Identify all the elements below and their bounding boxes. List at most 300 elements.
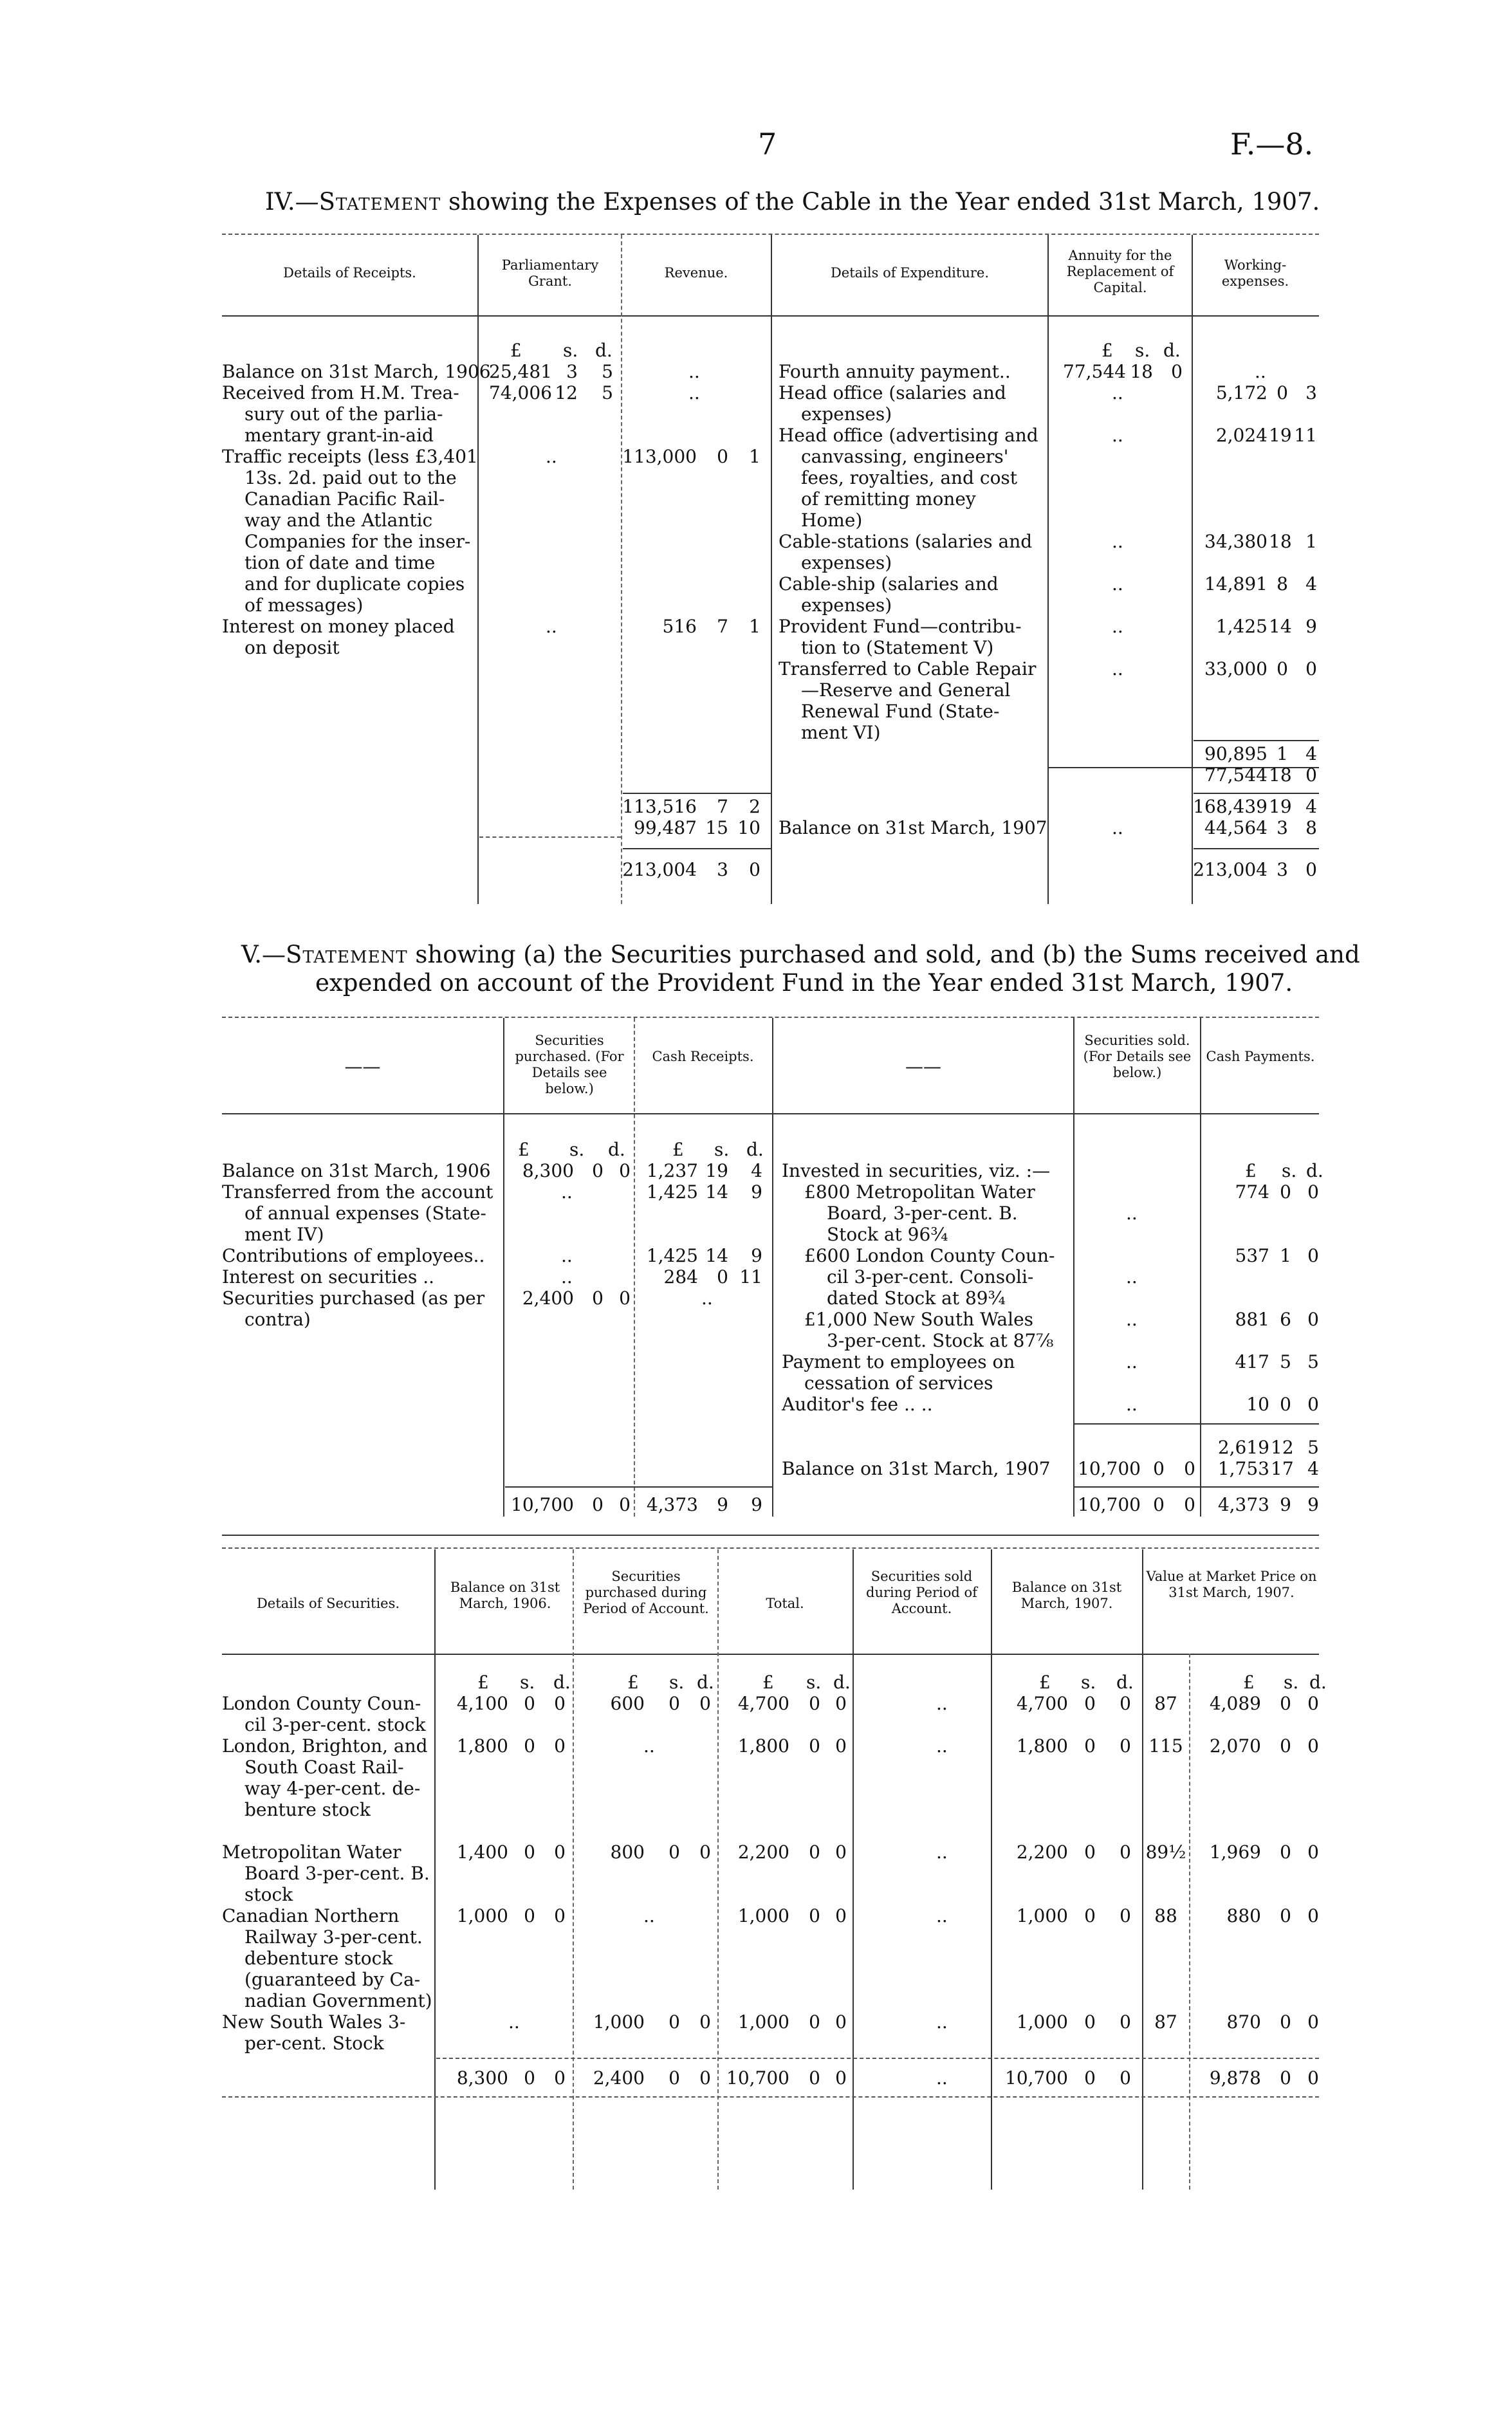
working-grand-total-pence: 0	[1305, 859, 1317, 880]
purch-dots: ..	[643, 1735, 655, 1757]
bal1907-pence: 0	[1120, 1735, 1131, 1757]
value-shillings: 0	[1280, 2011, 1291, 2033]
payment-shillings: 5	[1280, 1351, 1291, 1372]
header-dash-left: ——	[344, 1056, 381, 1077]
annuity-dots: ..	[1112, 817, 1123, 838]
purch-pence: 0	[699, 1841, 711, 1863]
working-pounds: 33,000	[1204, 658, 1268, 679]
security-name-line: nadian Government)	[244, 1990, 432, 2011]
purch-total-pounds: 2,400	[593, 2067, 645, 2089]
sold-total-pounds: 10,700	[1078, 1494, 1141, 1515]
header-working-expenses: Working-expenses.	[1221, 257, 1289, 289]
receipts-total-shillings: 9	[717, 1494, 728, 1515]
header-cash-payments: Cash Payments.	[1206, 1049, 1315, 1064]
bal1907-pence: 0	[1120, 2011, 1131, 2033]
working-total-pounds: 168,439	[1193, 796, 1268, 817]
sold-dots: ..	[936, 1841, 948, 1863]
revenue-balance-pence: 10	[737, 817, 761, 838]
bal1907-pound-header: £	[1039, 1672, 1051, 1693]
revenue-shillings: 7	[717, 616, 728, 637]
cash-receipt-pence: 4	[751, 1160, 762, 1181]
total-pence: 0	[835, 2011, 847, 2033]
bal1907-total-pounds: 10,700	[1005, 2067, 1068, 2089]
bal1906-total-pounds: 8,300	[456, 2067, 508, 2089]
annuity-shillings: 18	[1130, 361, 1153, 382]
revenue-total-pounds: 113,516	[622, 796, 697, 817]
bal1907-pence: 0	[1120, 1905, 1131, 1926]
header-details-of-securities: Details of Securities.	[256, 1596, 400, 1611]
annuity-shilling-header: s.	[1135, 340, 1150, 361]
purchased-shillings: 0	[592, 1288, 604, 1309]
bal1906-pence: 0	[554, 1905, 566, 1926]
working-grand-total-shillings: 3	[1277, 859, 1288, 880]
payments-pence-header: d.	[1306, 1160, 1323, 1181]
purch-pounds: 1,000	[593, 2011, 645, 2033]
bal1906-total-pence: 0	[554, 2067, 566, 2089]
expenditure-line: Payment to employees on	[782, 1351, 1015, 1372]
grant-pence: 5	[602, 361, 613, 382]
expenditure-line: Invested in securities, viz. :—	[782, 1160, 1051, 1181]
sold-dots: ..	[936, 2011, 948, 2033]
value-total-pence: 0	[1307, 2067, 1319, 2089]
expenditure-line: Stock at 96¾	[827, 1224, 948, 1245]
payment-pence: 0	[1307, 1394, 1319, 1415]
purch-pounds: 600	[610, 1693, 645, 1714]
header-details-of-receipts: Details of Receipts.	[283, 265, 416, 281]
security-name-line: Canadian Northern	[222, 1905, 400, 1926]
value-pence-header: d.	[1309, 1672, 1327, 1693]
expenditure-line: —Reserve and General	[801, 679, 1011, 701]
total-pounds: 1,000	[737, 2011, 789, 2033]
purch-pence-header: d.	[697, 1672, 714, 1693]
grant-pence: 5	[602, 382, 613, 403]
payment-subtotal-pence: 5	[1307, 1437, 1319, 1458]
total-shillings: 0	[809, 1693, 820, 1714]
bal1907-shilling-header: s.	[1081, 1672, 1096, 1693]
bal1907-shillings: 0	[1084, 2011, 1096, 2033]
cash-receipt-shillings: 14	[705, 1181, 728, 1203]
header-details-of-expenditure: Details of Expenditure.	[830, 265, 990, 281]
purch-shillings: 0	[668, 2011, 680, 2033]
revenue-balance-pounds: 99,487	[634, 817, 697, 838]
receipt-line: of messages)	[244, 595, 364, 616]
security-name-line: cil 3-per-cent. stock	[244, 1714, 426, 1735]
grant-dots: ..	[546, 446, 557, 467]
revenue-shillings: 0	[717, 446, 728, 467]
value-pence: 0	[1307, 1735, 1319, 1757]
working-shillings: 0	[1277, 382, 1288, 403]
bal1907-shillings: 0	[1084, 1693, 1096, 1714]
market-price: 87	[1154, 2011, 1177, 2033]
cash-receipt-pounds: 1,237	[646, 1160, 698, 1181]
working-pence: 9	[1305, 616, 1317, 637]
payment-pounds: 10	[1246, 1394, 1269, 1415]
revenue-grand-total-pounds: 213,004	[622, 859, 697, 880]
grant-pounds: 25,481	[489, 361, 552, 382]
security-name-line: debenture stock	[244, 1948, 393, 1969]
expenditure-line: Fourth annuity payment..	[779, 361, 1011, 382]
revenue-pounds: 516	[662, 616, 697, 637]
grand-total-shillings: 0	[809, 2067, 820, 2089]
value-shillings: 0	[1280, 1905, 1291, 1926]
purch-total-pence: 0	[699, 2067, 711, 2089]
header-total: Total.	[766, 1596, 804, 1611]
purch-total-shillings: 0	[668, 2067, 680, 2089]
payment-pence: 0	[1307, 1181, 1319, 1203]
purchased-total-shillings: 0	[592, 1494, 604, 1515]
annuity-dots: ..	[1112, 616, 1123, 637]
total-shillings: 0	[809, 1735, 820, 1757]
receipt-line: and for duplicate copies	[244, 573, 465, 595]
purch-shillings: 0	[668, 1841, 680, 1863]
value-pence: 0	[1307, 1693, 1319, 1714]
statement-v-title-line2: expended on account of the Provident Fund in the Year ended 31st March, 1907.	[315, 969, 1293, 997]
annuity-dots: ..	[1112, 531, 1123, 552]
working-pence: 0	[1305, 658, 1317, 679]
receipt-line: Balance on 31st March, 1906	[222, 1160, 491, 1181]
total-shillings: 0	[809, 1841, 820, 1863]
header-annuity: Annuity for the Replacement of Capital.	[1066, 248, 1174, 295]
receipts-total-pounds: 4,373	[646, 1494, 698, 1515]
header-dash-right: ——	[905, 1056, 941, 1077]
revenue-pounds: 113,000	[622, 446, 697, 467]
bal1906-pence-header: d.	[553, 1672, 571, 1693]
working-shillings: 0	[1277, 658, 1288, 679]
payment-pence: 5	[1307, 1351, 1319, 1372]
revenue-dots: ..	[688, 382, 700, 403]
cash-receipt-pounds: 1,425	[646, 1181, 698, 1203]
expenditure-line: canvassing, engineers'	[801, 446, 1009, 467]
bal1906-pound-header: £	[477, 1672, 489, 1693]
purchased-pence: 0	[619, 1288, 631, 1309]
cash-receipt-shillings: 0	[717, 1266, 728, 1288]
working-pence: 1	[1305, 531, 1317, 552]
bal1906-pounds: 1,800	[456, 1735, 508, 1757]
bal1907-pence: 0	[1120, 1693, 1131, 1714]
payment-balance-pounds: 1,753	[1217, 1458, 1269, 1479]
payment-pounds: 537	[1235, 1245, 1269, 1266]
value-pence: 0	[1307, 1905, 1319, 1926]
receipts-pence-header: d.	[746, 1139, 764, 1160]
receipt-line: way and the Atlantic	[244, 510, 433, 531]
security-name-line: New South Wales 3-	[222, 2011, 406, 2033]
value-pounds: 1,969	[1209, 1841, 1261, 1863]
cash-receipt-shillings: 14	[705, 1245, 728, 1266]
revenue-grand-total-shillings: 3	[717, 859, 728, 880]
payments-total-pence: 9	[1307, 1494, 1319, 1515]
receipt-line: Received from H.M. Trea-	[222, 382, 459, 403]
expenditure-line: Cable-stations (salaries and	[779, 531, 1033, 552]
security-name-line: Railway 3-per-cent.	[244, 1926, 423, 1948]
sold-dots: ..	[1126, 1266, 1138, 1288]
security-name-line: stock	[244, 1884, 293, 1905]
working-pence: 3	[1305, 382, 1317, 403]
value-total-pounds: 9,878	[1209, 2067, 1261, 2089]
working-annuity-pence: 0	[1305, 764, 1317, 786]
sold-balance-shillings: 0	[1153, 1458, 1165, 1479]
bal1906-pence: 0	[554, 1693, 566, 1714]
bal1907-pounds: 1,000	[1016, 2011, 1068, 2033]
purchased-dots: ..	[561, 1181, 573, 1203]
bal1906-pounds: 4,100	[456, 1693, 508, 1714]
annuity-pence: 0	[1171, 361, 1183, 382]
market-price: 89½	[1145, 1841, 1186, 1863]
total-pence: 0	[835, 1693, 847, 1714]
expenditure-line: ment VI)	[801, 722, 881, 743]
payment-subtotal-shillings: 12	[1271, 1437, 1294, 1458]
working-annuity-shillings: 18	[1269, 764, 1292, 786]
receipt-line: 13s. 2d. paid out to the	[244, 467, 457, 488]
expenditure-line: Head office (advertising and	[779, 425, 1038, 446]
expenditure-line: £600 London County Coun-	[804, 1245, 1055, 1266]
header-balance-1907: Balance on 31st March, 1907.	[1011, 1580, 1122, 1611]
expenditure-line: tion to (Statement V)	[801, 637, 994, 658]
payment-pounds: 881	[1235, 1309, 1269, 1330]
grant-pence-header: d.	[595, 340, 613, 361]
annuity-pence-header: d.	[1163, 340, 1181, 361]
expenditure-line: £800 Metropolitan Water	[804, 1181, 1035, 1203]
expenditure-line: fees, royalties, and cost	[801, 467, 1018, 488]
grant-pounds: 74,006	[489, 382, 552, 403]
receipt-line: Interest on securities ..	[222, 1266, 435, 1288]
annuity-pounds: 77,544	[1063, 361, 1126, 382]
page-number: 7	[758, 127, 777, 162]
revenue-total-shillings: 7	[717, 796, 728, 817]
payment-pence: 0	[1307, 1309, 1319, 1330]
bal1907-total-pence: 0	[1120, 2067, 1131, 2089]
payment-pence: 0	[1307, 1245, 1319, 1266]
receipt-line: on deposit	[244, 637, 340, 658]
expenditure-line: £1,000 New South Wales	[804, 1309, 1034, 1330]
value-pence: 0	[1307, 1841, 1319, 1863]
expenditure-line: Transferred to Cable Repair	[779, 658, 1037, 679]
expenditure-line: expenses)	[801, 595, 892, 616]
expenditure-line: Head office (salaries and	[779, 382, 1006, 403]
expenditure-line: 3-per-cent. Stock at 87⅞	[827, 1330, 1054, 1351]
market-price: 87	[1154, 1693, 1177, 1714]
receipt-line: Balance on 31st March, 1906	[222, 361, 491, 382]
expenditure-line: dated Stock at 89¾	[827, 1288, 1006, 1309]
header-securities-sold-period: Securities sold during Period of Account.	[866, 1569, 977, 1616]
value-pounds: 870	[1226, 2011, 1261, 2033]
working-shillings: 19	[1269, 425, 1292, 446]
bal1906-shillings: 0	[524, 1841, 535, 1863]
value-shillings: 0	[1280, 1693, 1291, 1714]
grant-dots: ..	[546, 616, 557, 637]
cash-receipt-pence: 11	[739, 1266, 762, 1288]
bal1906-pounds: 1,400	[456, 1841, 508, 1863]
purchased-dots: ..	[561, 1266, 573, 1288]
cash-receipt-shillings: 19	[705, 1160, 728, 1181]
expenditure-line: Home)	[801, 510, 863, 531]
receipts-total-pence: 9	[751, 1494, 762, 1515]
statement-iv-title: IV.—Statement showing the Expenses of the Cable in the Year ended 31st March, 1907.	[265, 188, 1320, 216]
annuity-dots: ..	[1112, 382, 1123, 403]
cash-receipt-pounds: 284	[663, 1266, 698, 1288]
working-shillings: 18	[1269, 531, 1292, 552]
security-name-line: Board 3-per-cent. B.	[244, 1863, 430, 1884]
working-pounds: 2,024	[1215, 425, 1268, 446]
receipt-line: of annual expenses (State-	[244, 1203, 486, 1224]
bal1906-pence: 0	[554, 1735, 566, 1757]
security-name-line: way 4-per-cent. de-	[244, 1778, 421, 1799]
header-market-value: Value at Market Price on 31st March, 1907.	[1146, 1569, 1317, 1600]
grand-total-pounds: 10,700	[726, 2067, 789, 2089]
total-pence-header: d.	[833, 1672, 851, 1693]
total-pounds: 2,200	[737, 1841, 789, 1863]
value-shilling-header: s.	[1284, 1672, 1299, 1693]
working-pence: 11	[1294, 425, 1317, 446]
market-price: 88	[1154, 1905, 1177, 1926]
receipt-line: Securities purchased (as per	[222, 1288, 485, 1309]
bal1907-pence: 0	[1120, 1841, 1131, 1863]
receipt-line: Canadian Pacific Rail-	[244, 488, 445, 510]
working-pounds: 5,172	[1215, 382, 1268, 403]
security-name-line: per-cent. Stock	[244, 2033, 384, 2054]
bal1907-pounds: 4,700	[1016, 1693, 1068, 1714]
sold-balance-pounds: 10,700	[1078, 1458, 1141, 1479]
working-pounds: 34,380	[1204, 531, 1268, 552]
value-shillings: 0	[1280, 1735, 1291, 1757]
annuity-dots: ..	[1112, 658, 1123, 679]
security-name-line: (guaranteed by Ca-	[244, 1969, 421, 1990]
purchased-pence: 0	[619, 1160, 631, 1181]
value-pound-header: £	[1243, 1672, 1255, 1693]
expenditure-line: expenses)	[801, 552, 892, 573]
working-shillings: 14	[1269, 616, 1292, 637]
payment-shillings: 0	[1280, 1394, 1291, 1415]
working-total-shillings: 19	[1269, 796, 1292, 817]
revenue-pence: 1	[749, 446, 761, 467]
purchased-shillings: 0	[592, 1160, 604, 1181]
working-annuity-pounds: 77,544	[1204, 764, 1268, 786]
bal1907-shillings: 0	[1084, 1905, 1096, 1926]
working-subtotal-pounds: 90,895	[1204, 743, 1268, 764]
bal1906-shilling-header: s.	[520, 1672, 535, 1693]
header-balance-1906: Balance on 31st March, 1906.	[450, 1580, 560, 1611]
security-name-line: benture stock	[244, 1799, 371, 1820]
header-parliamentary-grant: Parliamentary Grant.	[501, 257, 599, 289]
working-total-pence: 4	[1305, 796, 1317, 817]
receipt-line: Transferred from the account	[222, 1181, 493, 1203]
cash-receipt-pounds: 1,425	[646, 1245, 698, 1266]
bal1907-pounds: 1,000	[1016, 1905, 1068, 1926]
bal1906-shillings: 0	[524, 1905, 535, 1926]
working-subtotal-pence: 4	[1305, 743, 1317, 764]
payment-shillings: 1	[1280, 1245, 1291, 1266]
working-balance-pence: 8	[1305, 817, 1317, 838]
value-shillings: 0	[1280, 1841, 1291, 1863]
bal1907-shillings: 0	[1084, 1735, 1096, 1757]
security-name-line: London, Brighton, and	[222, 1735, 428, 1757]
sold-dots: ..	[936, 1905, 948, 1926]
bal1906-shillings: 0	[524, 1735, 535, 1757]
security-name-line: South Coast Rail-	[244, 1757, 404, 1778]
sold-dots: ..	[936, 1735, 948, 1757]
total-pence: 0	[835, 1735, 847, 1757]
working-subtotal-shillings: 1	[1277, 743, 1288, 764]
working-dots: ..	[1255, 361, 1266, 382]
working-shillings: 8	[1277, 573, 1288, 595]
sold-dots: ..	[1126, 1394, 1138, 1415]
payment-balance-shillings: 17	[1271, 1458, 1294, 1479]
security-name-line: Metropolitan Water	[222, 1841, 401, 1863]
cash-receipt-pence: 9	[751, 1245, 762, 1266]
revenue-pence: 1	[749, 616, 761, 637]
payment-shillings: 6	[1280, 1309, 1291, 1330]
value-pounds: 2,070	[1209, 1735, 1261, 1757]
purch-pounds: 800	[610, 1841, 645, 1863]
payments-total-pounds: 4,373	[1217, 1494, 1269, 1515]
grand-total-pence: 0	[835, 2067, 847, 2089]
header-securities-purchased: Securities purchased. (For Details see below.)	[515, 1033, 624, 1096]
receipt-line: ment IV)	[244, 1224, 324, 1245]
bal1906-total-shillings: 0	[524, 2067, 535, 2089]
purchased-shilling-header: s.	[569, 1139, 585, 1160]
purchased-pound-header: £	[518, 1139, 530, 1160]
payment-subtotal-pounds: 2,619	[1217, 1437, 1269, 1458]
grant-shillings: 3	[566, 361, 578, 382]
cash-receipt-dots: ..	[701, 1288, 713, 1309]
total-pence: 0	[835, 1905, 847, 1926]
working-grand-total-pounds: 213,004	[1193, 859, 1268, 880]
grant-shilling-header: s.	[563, 340, 578, 361]
revenue-dots: ..	[688, 361, 700, 382]
security-name-line: London County Coun-	[222, 1693, 421, 1714]
purch-pence: 0	[699, 1693, 711, 1714]
purchased-pence-header: d.	[608, 1139, 625, 1160]
working-balance-shillings: 3	[1277, 817, 1288, 838]
revenue-balance-shillings: 15	[705, 817, 728, 838]
sold-dots: ..	[1126, 1351, 1138, 1372]
value-pence: 0	[1307, 2011, 1319, 2033]
sold-dots: ..	[1126, 1203, 1138, 1224]
header-revenue: Revenue.	[664, 265, 728, 281]
grant-shillings: 12	[555, 382, 578, 403]
receipts-pound-header: £	[672, 1139, 684, 1160]
bal1907-total-shillings: 0	[1084, 2067, 1096, 2089]
expenditure-line: Provident Fund—contribu-	[779, 616, 1022, 637]
purchased-pounds: 8,300	[522, 1160, 574, 1181]
receipt-line: tion of date and time	[244, 552, 436, 573]
bal1906-pounds: 1,000	[456, 1905, 508, 1926]
receipt-line: Contributions of employees..	[222, 1245, 485, 1266]
header-securities-sold: Securities sold. (For Details see below.)	[1083, 1033, 1192, 1080]
sold-dots: ..	[1126, 1309, 1138, 1330]
sold-balance-pence: 0	[1184, 1458, 1195, 1479]
bal1907-pence-header: d.	[1116, 1672, 1134, 1693]
working-pounds: 1,425	[1215, 616, 1268, 637]
sold-dots: ..	[936, 1693, 948, 1714]
header-securities-purchased-period: Securities purchased during Period of Account.	[583, 1569, 709, 1616]
total-pence: 0	[835, 1841, 847, 1863]
bal1906-shillings: 0	[524, 1693, 535, 1714]
payments-total-shillings: 9	[1280, 1494, 1291, 1515]
bal1907-pounds: 2,200	[1016, 1841, 1068, 1863]
expenditure-line: Renewal Fund (State-	[801, 701, 1000, 722]
receipt-line: contra)	[244, 1309, 311, 1330]
bal1907-pounds: 1,800	[1016, 1735, 1068, 1757]
working-balance-pounds: 44,564	[1204, 817, 1268, 838]
revenue-total-pence: 2	[749, 796, 761, 817]
grant-pound-header: £	[510, 340, 522, 361]
total-pounds: 1,000	[737, 1905, 789, 1926]
expenditure-line: cil 3-per-cent. Consoli-	[827, 1266, 1034, 1288]
receipt-line: Traffic receipts (less £3,401	[222, 446, 478, 467]
purch-dots: ..	[643, 1905, 655, 1926]
receipt-line: Companies for the inser-	[244, 531, 471, 552]
total-shilling-header: s.	[806, 1672, 822, 1693]
